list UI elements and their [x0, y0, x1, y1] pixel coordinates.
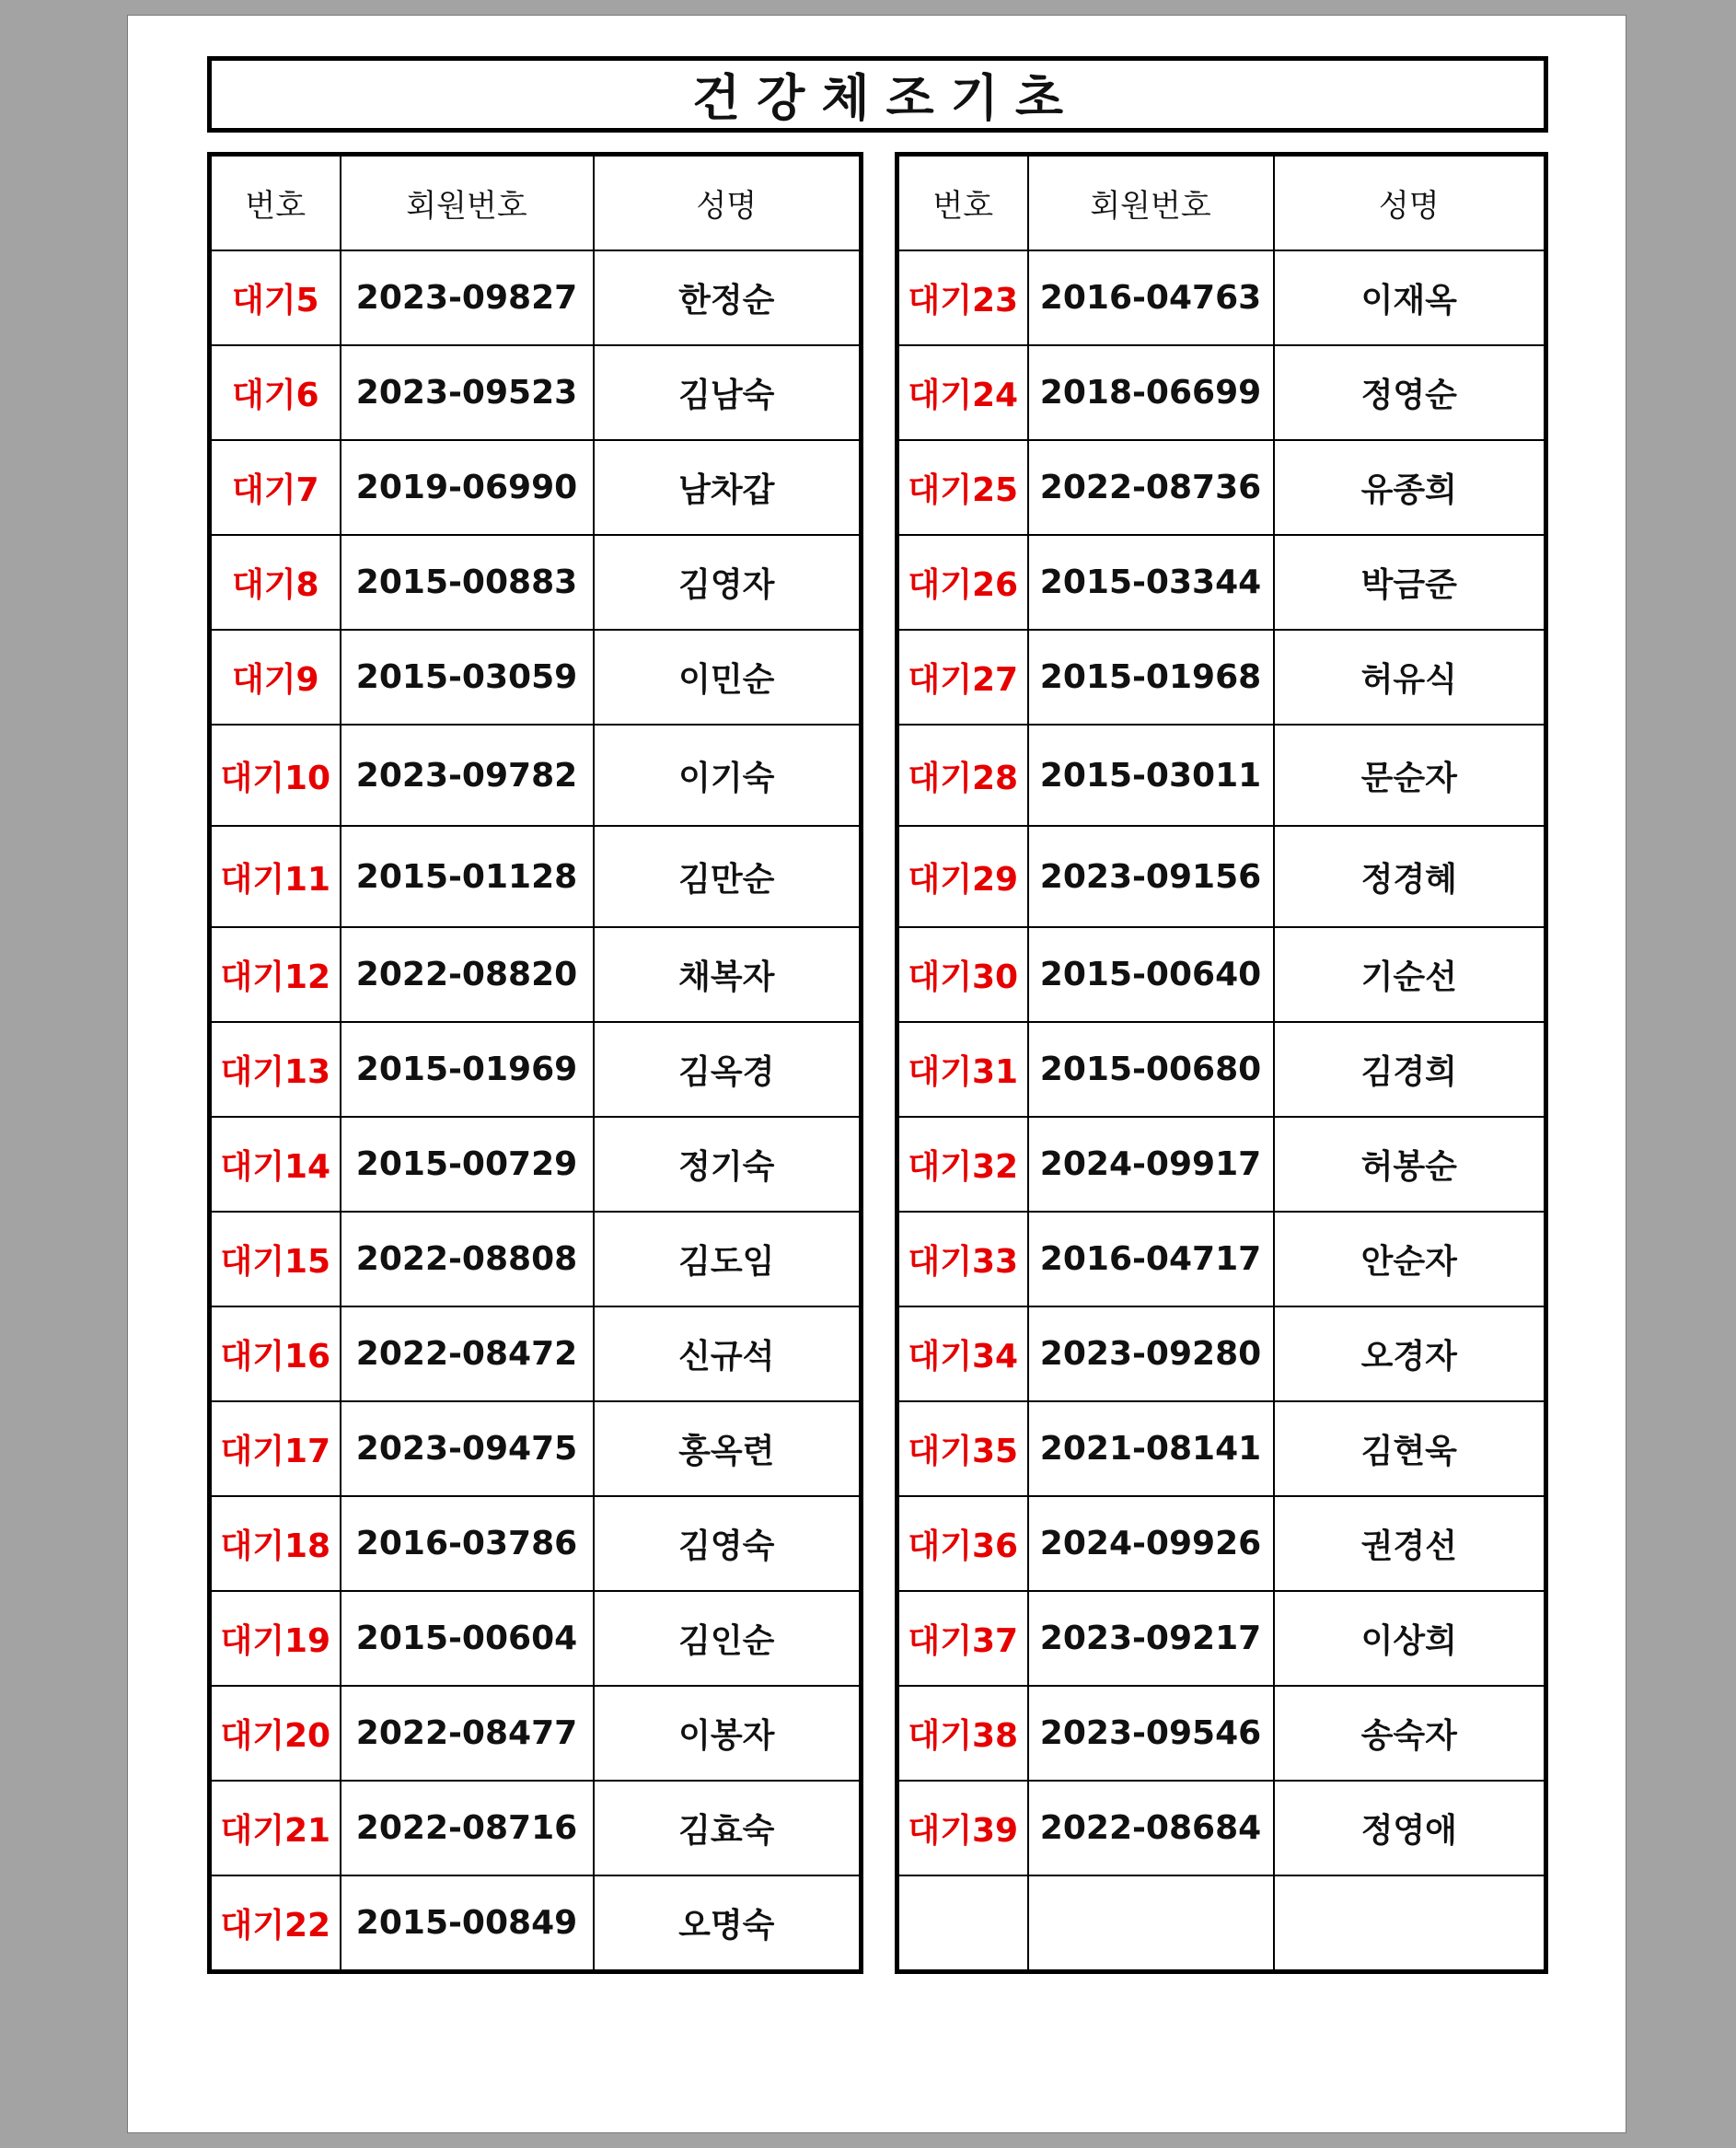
- waitlist-number-cell: 대기32: [897, 1117, 1028, 1212]
- member-id-cell: 2019-06990: [341, 440, 594, 535]
- member-id-cell: 2016-04717: [1028, 1212, 1274, 1306]
- waitlist-number-cell: 대기23: [897, 250, 1028, 345]
- waitlist-number-cell: 대기7: [210, 440, 341, 535]
- table-row: [210, 826, 862, 927]
- table-row: [897, 927, 1546, 1022]
- waitlist-number-cell: 대기9: [210, 630, 341, 725]
- table-row: [897, 1022, 1546, 1117]
- member-name-cell: 홍옥련: [594, 1401, 862, 1496]
- member-name-cell: 김영자: [594, 535, 862, 630]
- member-id-cell: 2022-08820: [341, 927, 594, 1022]
- table-row: [210, 630, 862, 725]
- waitlist-number-cell: 대기15: [210, 1212, 341, 1306]
- table-row: [897, 725, 1546, 826]
- table-row: [897, 1781, 1546, 1875]
- member-id-cell: 2022-08477: [341, 1686, 594, 1781]
- waitlist-number-cell: 대기13: [210, 1022, 341, 1117]
- table-row: [897, 1306, 1546, 1401]
- member-name-cell: 김남숙: [594, 345, 862, 440]
- waitlist-number-cell: 대기35: [897, 1401, 1028, 1496]
- member-id-cell: 2023-09782: [341, 725, 594, 826]
- member-name-cell: 이상희: [1274, 1591, 1546, 1686]
- member-name-cell: 유종희: [1274, 440, 1546, 535]
- document-title: 건강체조기초: [692, 69, 1080, 127]
- header-name: 성명: [594, 155, 862, 251]
- table-row: [897, 1686, 1546, 1781]
- waitlist-number-cell: 대기20: [210, 1686, 341, 1781]
- member-name-cell: 신규석: [594, 1306, 862, 1401]
- waitlist-number-cell: 대기24: [897, 345, 1028, 440]
- waitlist-number-cell: 대기19: [210, 1591, 341, 1686]
- member-name-cell: 김도임: [594, 1212, 862, 1306]
- member-id-cell: 2024-09917: [1028, 1117, 1274, 1212]
- member-name-cell: 김옥경: [594, 1022, 862, 1117]
- member-name-cell: 박금준: [1274, 535, 1546, 630]
- roster-table-right: [895, 152, 1548, 1974]
- header-member-id: 회원번호: [1028, 155, 1274, 251]
- member-name-cell: 오경자: [1274, 1306, 1546, 1401]
- member-id-cell: 2015-03011: [1028, 725, 1274, 826]
- header-number: 번호: [897, 155, 1028, 251]
- waitlist-number-cell: 대기27: [897, 630, 1028, 725]
- member-id-cell: 2023-09156: [1028, 826, 1274, 927]
- member-id-cell: 2015-00640: [1028, 927, 1274, 1022]
- header-name: 성명: [1274, 155, 1546, 251]
- member-id-cell: 2023-09523: [341, 345, 594, 440]
- member-id-cell: 2015-01968: [1028, 630, 1274, 725]
- table-row: [897, 1496, 1546, 1591]
- table-row: [210, 1022, 862, 1117]
- member-name-cell: 이재옥: [1274, 250, 1546, 345]
- waitlist-number-cell: 대기11: [210, 826, 341, 927]
- waitlist-number-cell: 대기29: [897, 826, 1028, 927]
- table-row: [210, 1875, 862, 1972]
- table-row: [210, 927, 862, 1022]
- table-row: [210, 250, 862, 345]
- member-id-cell: 2015-01969: [341, 1022, 594, 1117]
- table-row: [210, 1781, 862, 1875]
- table-row: [897, 1591, 1546, 1686]
- table-row: [210, 1591, 862, 1686]
- table-row: [210, 1306, 862, 1401]
- member-name-cell: 정영애: [1274, 1781, 1546, 1875]
- table-row: [897, 535, 1546, 630]
- member-name-cell: 이기숙: [594, 725, 862, 826]
- member-name-cell: 김영숙: [594, 1496, 862, 1591]
- table-row: [210, 725, 862, 826]
- member-name-cell: 기순선: [1274, 927, 1546, 1022]
- waitlist-number-cell: 대기12: [210, 927, 341, 1022]
- member-id-cell: 2015-00680: [1028, 1022, 1274, 1117]
- waitlist-number-cell: 대기38: [897, 1686, 1028, 1781]
- member-name-cell: 허유식: [1274, 630, 1546, 725]
- waitlist-number-cell: 대기22: [210, 1875, 341, 1972]
- waitlist-number-cell: 대기33: [897, 1212, 1028, 1306]
- table-row: [897, 1117, 1546, 1212]
- header-member-id: 회원번호: [341, 155, 594, 251]
- member-name-cell: 김만순: [594, 826, 862, 927]
- member-id-cell: 2015-00883: [341, 535, 594, 630]
- table-row: [210, 1401, 862, 1496]
- member-id-cell: 2016-03786: [341, 1496, 594, 1591]
- member-name-cell: [1274, 1875, 1546, 1972]
- member-id-cell: 2015-03344: [1028, 535, 1274, 630]
- member-name-cell: 허봉순: [1274, 1117, 1546, 1212]
- waitlist-number-cell: 대기34: [897, 1306, 1028, 1401]
- table-row: [210, 1496, 862, 1591]
- member-id-cell: 2022-08472: [341, 1306, 594, 1401]
- member-id-cell: 2024-09926: [1028, 1496, 1274, 1591]
- waitlist-number-cell: 대기16: [210, 1306, 341, 1401]
- table-row: [897, 826, 1546, 927]
- waitlist-number-cell: 대기8: [210, 535, 341, 630]
- table-row: [210, 1686, 862, 1781]
- waitlist-number-cell: 대기21: [210, 1781, 341, 1875]
- table-row: [210, 1117, 862, 1212]
- member-id-cell: 2015-01128: [341, 826, 594, 927]
- waitlist-number-cell: 대기14: [210, 1117, 341, 1212]
- waitlist-number-cell: 대기25: [897, 440, 1028, 535]
- member-name-cell: 남차갑: [594, 440, 862, 535]
- member-name-cell: 권경선: [1274, 1496, 1546, 1591]
- member-id-cell: 2023-09217: [1028, 1591, 1274, 1686]
- member-id-cell: 2023-09280: [1028, 1306, 1274, 1401]
- member-name-cell: 오명숙: [594, 1875, 862, 1972]
- header-row: [897, 155, 1546, 251]
- member-name-cell: 김경희: [1274, 1022, 1546, 1117]
- member-id-cell: 2022-08716: [341, 1781, 594, 1875]
- table-row: [210, 345, 862, 440]
- member-id-cell: 2016-04763: [1028, 250, 1274, 345]
- table-row: [897, 345, 1546, 440]
- table-row: [210, 1212, 862, 1306]
- waitlist-number-cell: 대기28: [897, 725, 1028, 826]
- waitlist-number-cell: 대기10: [210, 725, 341, 826]
- member-id-cell: 2015-00604: [341, 1591, 594, 1686]
- member-name-cell: 정기숙: [594, 1117, 862, 1212]
- member-id-cell: 2023-09827: [341, 250, 594, 345]
- roster-table-left: [207, 152, 863, 1974]
- waitlist-number-cell: 대기18: [210, 1496, 341, 1591]
- table-row: [210, 535, 862, 630]
- waitlist-number-cell: 대기17: [210, 1401, 341, 1496]
- table-row: [897, 440, 1546, 535]
- table-row: [897, 630, 1546, 725]
- member-id-cell: 2018-06699: [1028, 345, 1274, 440]
- waitlist-number-cell: [897, 1875, 1028, 1972]
- header-row: [210, 155, 862, 251]
- waitlist-number-cell: 대기26: [897, 535, 1028, 630]
- member-name-cell: 안순자: [1274, 1212, 1546, 1306]
- waitlist-number-cell: 대기39: [897, 1781, 1028, 1875]
- member-id-cell: 2023-09546: [1028, 1686, 1274, 1781]
- member-id-cell: 2023-09475: [341, 1401, 594, 1496]
- member-id-cell: 2022-08808: [341, 1212, 594, 1306]
- member-id-cell: 2022-08736: [1028, 440, 1274, 535]
- header-number: 번호: [210, 155, 341, 251]
- table-row: [897, 250, 1546, 345]
- member-name-cell: 김현욱: [1274, 1401, 1546, 1496]
- member-id-cell: 2021-08141: [1028, 1401, 1274, 1496]
- table-row: [897, 1212, 1546, 1306]
- member-id-cell: 2022-08684: [1028, 1781, 1274, 1875]
- waitlist-number-cell: 대기30: [897, 927, 1028, 1022]
- member-id-cell: 2015-00849: [341, 1875, 594, 1972]
- member-name-cell: 채복자: [594, 927, 862, 1022]
- waitlist-number-cell: 대기6: [210, 345, 341, 440]
- member-name-cell: 김인순: [594, 1591, 862, 1686]
- waitlist-number-cell: 대기5: [210, 250, 341, 345]
- roster-body-right: [897, 250, 1546, 1972]
- member-name-cell: 송숙자: [1274, 1686, 1546, 1781]
- waitlist-number-cell: 대기31: [897, 1022, 1028, 1117]
- member-name-cell: 이민순: [594, 630, 862, 725]
- member-id-cell: 2015-00729: [341, 1117, 594, 1212]
- member-id-cell: [1028, 1875, 1274, 1972]
- member-name-cell: 정영순: [1274, 345, 1546, 440]
- document-page: [127, 15, 1626, 2133]
- table-row: [210, 440, 862, 535]
- member-name-cell: 정경혜: [1274, 826, 1546, 927]
- member-name-cell: 한정순: [594, 250, 862, 345]
- title-box: [207, 56, 1548, 133]
- waitlist-number-cell: 대기36: [897, 1496, 1028, 1591]
- table-row: [897, 1401, 1546, 1496]
- member-name-cell: 이봉자: [594, 1686, 862, 1781]
- waitlist-number-cell: 대기37: [897, 1591, 1028, 1686]
- member-name-cell: 문순자: [1274, 725, 1546, 826]
- roster-body-left: [210, 250, 862, 1972]
- member-id-cell: 2015-03059: [341, 630, 594, 725]
- table-row: [897, 1875, 1546, 1972]
- member-name-cell: 김효숙: [594, 1781, 862, 1875]
